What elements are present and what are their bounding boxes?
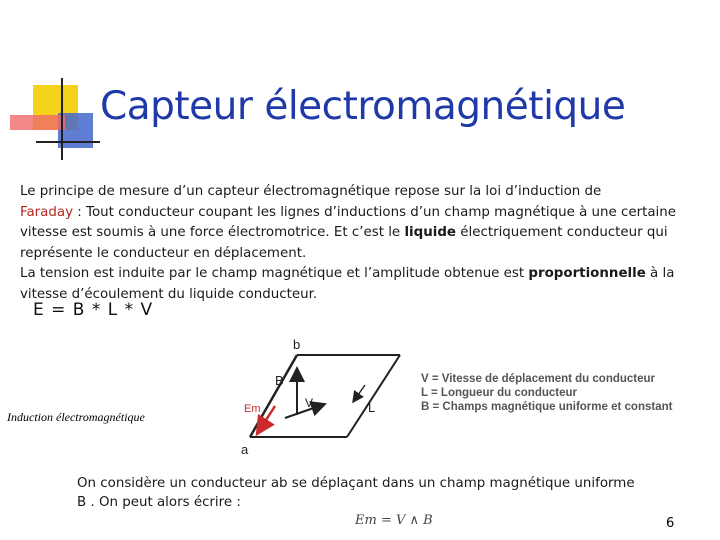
bottom-paragraph: On considère un conducteur ab se déplaçant dans un champ magnétique uniforme B . On peut alors écrire : (77, 476, 635, 510)
deco-red-bar (10, 115, 65, 130)
legend-l: L = Longueur du conducteur (421, 387, 577, 400)
body-paragraph (20, 182, 700, 305)
conductor-ab (250, 355, 297, 437)
page-number: 6 (666, 516, 675, 531)
induction-diagram (225, 330, 430, 460)
length-side (347, 355, 400, 437)
legend-v: V = Vitesse de déplacement du conducteur (421, 373, 656, 385)
para1-intro: Le principe de mesure d’un capteur électromagnétique repose sur la loi d’induction de (20, 184, 602, 199)
label-V: V (305, 396, 314, 410)
l-arrow (353, 385, 365, 402)
diagram-legend (421, 372, 672, 415)
legend-b: B = Champs magnétique uniforme et constant (421, 401, 673, 414)
label-Em: Em (244, 403, 261, 415)
label-B: B (275, 373, 284, 388)
label-a: a (241, 442, 249, 457)
para1-end: électriquement conducteur qui représente le conducteur en déplacement. (20, 225, 668, 261)
faraday-term: Faraday (20, 204, 74, 220)
proportionnelle-term: proportionnelle (528, 266, 646, 281)
para2-end: à la vitesse d’écoulement du liquide conducteur. (20, 266, 675, 302)
slide-title: Capteur électromagnétique (100, 84, 626, 129)
label-b: b (293, 337, 301, 352)
title-decoration (0, 0, 110, 170)
vector-equation: Em = V ∧ B (355, 513, 433, 528)
liquide-term: liquide (404, 225, 456, 240)
para1-middle: : Tout conducteur coupant les lignes d’inductions d’un champ magnétique à une certaine vitesse est soumis à une force électromotrice. Et c’est le (20, 204, 677, 240)
formula: E = B * L * V (33, 300, 154, 320)
label-L: L (368, 400, 376, 415)
para2-start: La tension est induite par le champ magnétique et l’amplitude obtenue est (20, 266, 529, 281)
diagram-caption: Induction électromagnétique (7, 410, 145, 424)
